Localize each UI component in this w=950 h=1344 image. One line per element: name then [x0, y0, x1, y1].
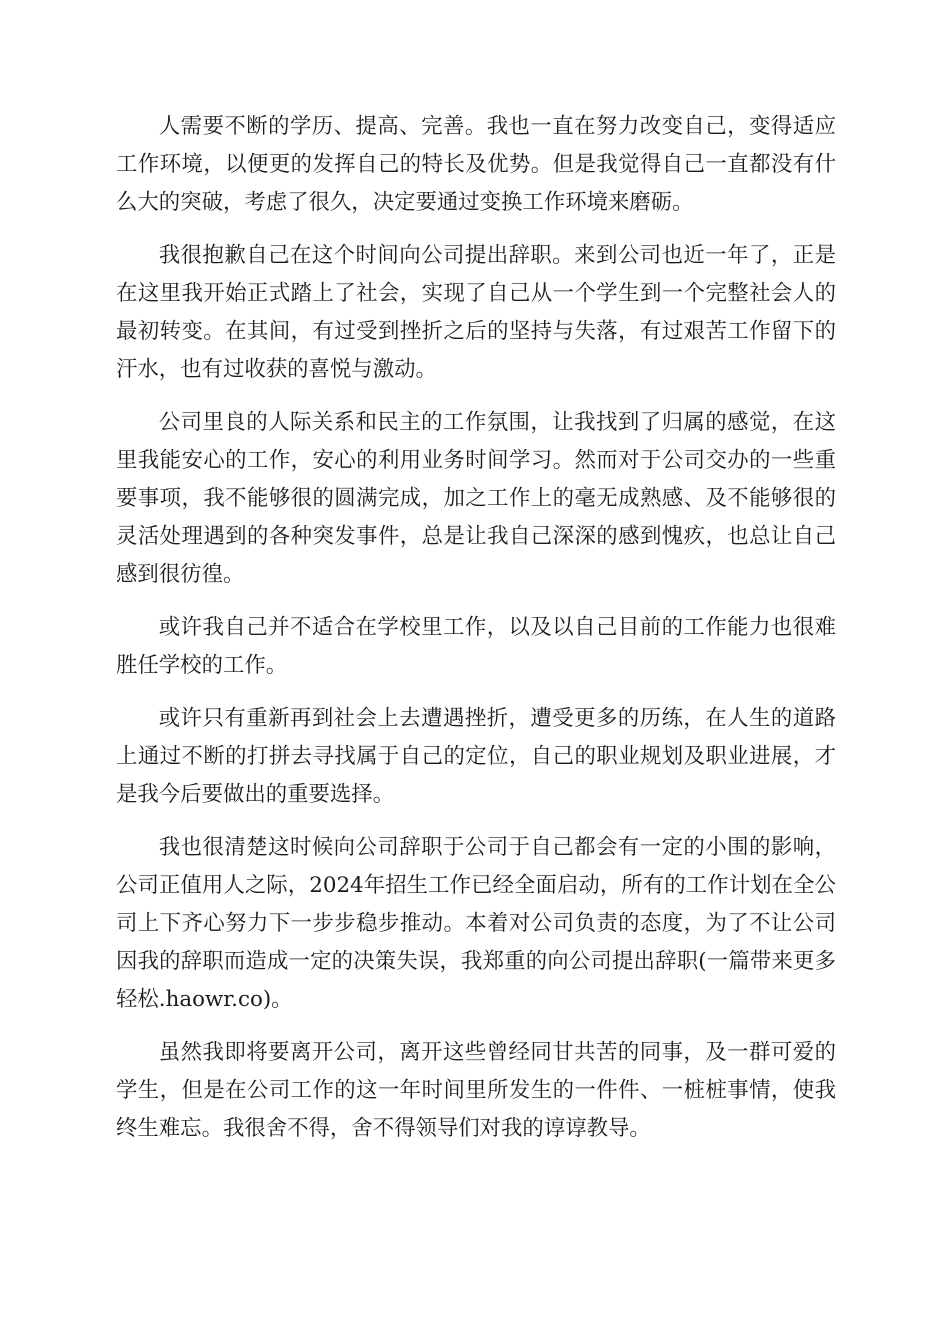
paragraph-2: 我很抱歉自己在这个时间向公司提出辞职。来到公司也近一年了，正是在这里我开始正式踏上了社会，实现了自己从一个学生到一个完整社会人的最初转变。在其间，有过受到挫折之后的坚持与失落，有过艰苦工作留下的汗水，也有过收获的喜悦与激动。 [116, 243, 836, 382]
paragraph-7: 虽然我即将要离开公司，离开这些曾经同甘共苦的同事，及一群可爱的学生，但是在公司工作的这一年时间里所发生的一件件、一桩桩事情，使我终生难忘。我很舍不得，舍不得领导们对我的谆谆教导。 [116, 1040, 836, 1141]
paragraph-1: 人需要不断的学历、提高、完善。我也一直在努力改变自己，变得适应工作环境，以便更的发挥自己的特长及优势。但是我觉得自己一直都没有什么大的突破，考虑了很久，决定要通过变换工作环境来磨砺。 [116, 114, 836, 215]
paragraph-4: 或许我自己并不适合在学校里工作，以及以自己目前的工作能力也很难胜任学校的工作。 [116, 615, 836, 678]
document-body [116, 108, 836, 1163]
paragraph-5: 或许只有重新再到社会上去遭遇挫折，遭受更多的历练，在人生的道路上通过不断的打拼去寻找属于自己的定位，自己的职业规划及职业进展，才是我今后要做出的重要选择。 [116, 706, 836, 807]
paragraph-3: 公司里良的人际关系和民主的工作氛围，让我找到了归属的感觉，在这里我能安心的工作，安心的利用业务时间学习。然而对于公司交办的一些重要事项，我不能够很的圆满完成，加之工作上的毫无成熟感、及不能够很的灵活处理遇到的各种突发事件，总是让我自己深深的感到愧疚，也总让自己感到很彷徨。 [116, 410, 836, 587]
paragraph-6: 我也很清楚这时候向公司辞职于公司于自己都会有一定的小围的影响，公司正值用人之际，2024年招生工作已经全面启动，所有的工作计划在全公司上下齐心努力下一步步稳步推动。本着对公司负责的态度，为了不让公司因我的辞职而造成一定的决策失误，我郑重的向公司提出辞职(一篇带来更多轻松.haowr.co)。 [116, 835, 836, 1012]
